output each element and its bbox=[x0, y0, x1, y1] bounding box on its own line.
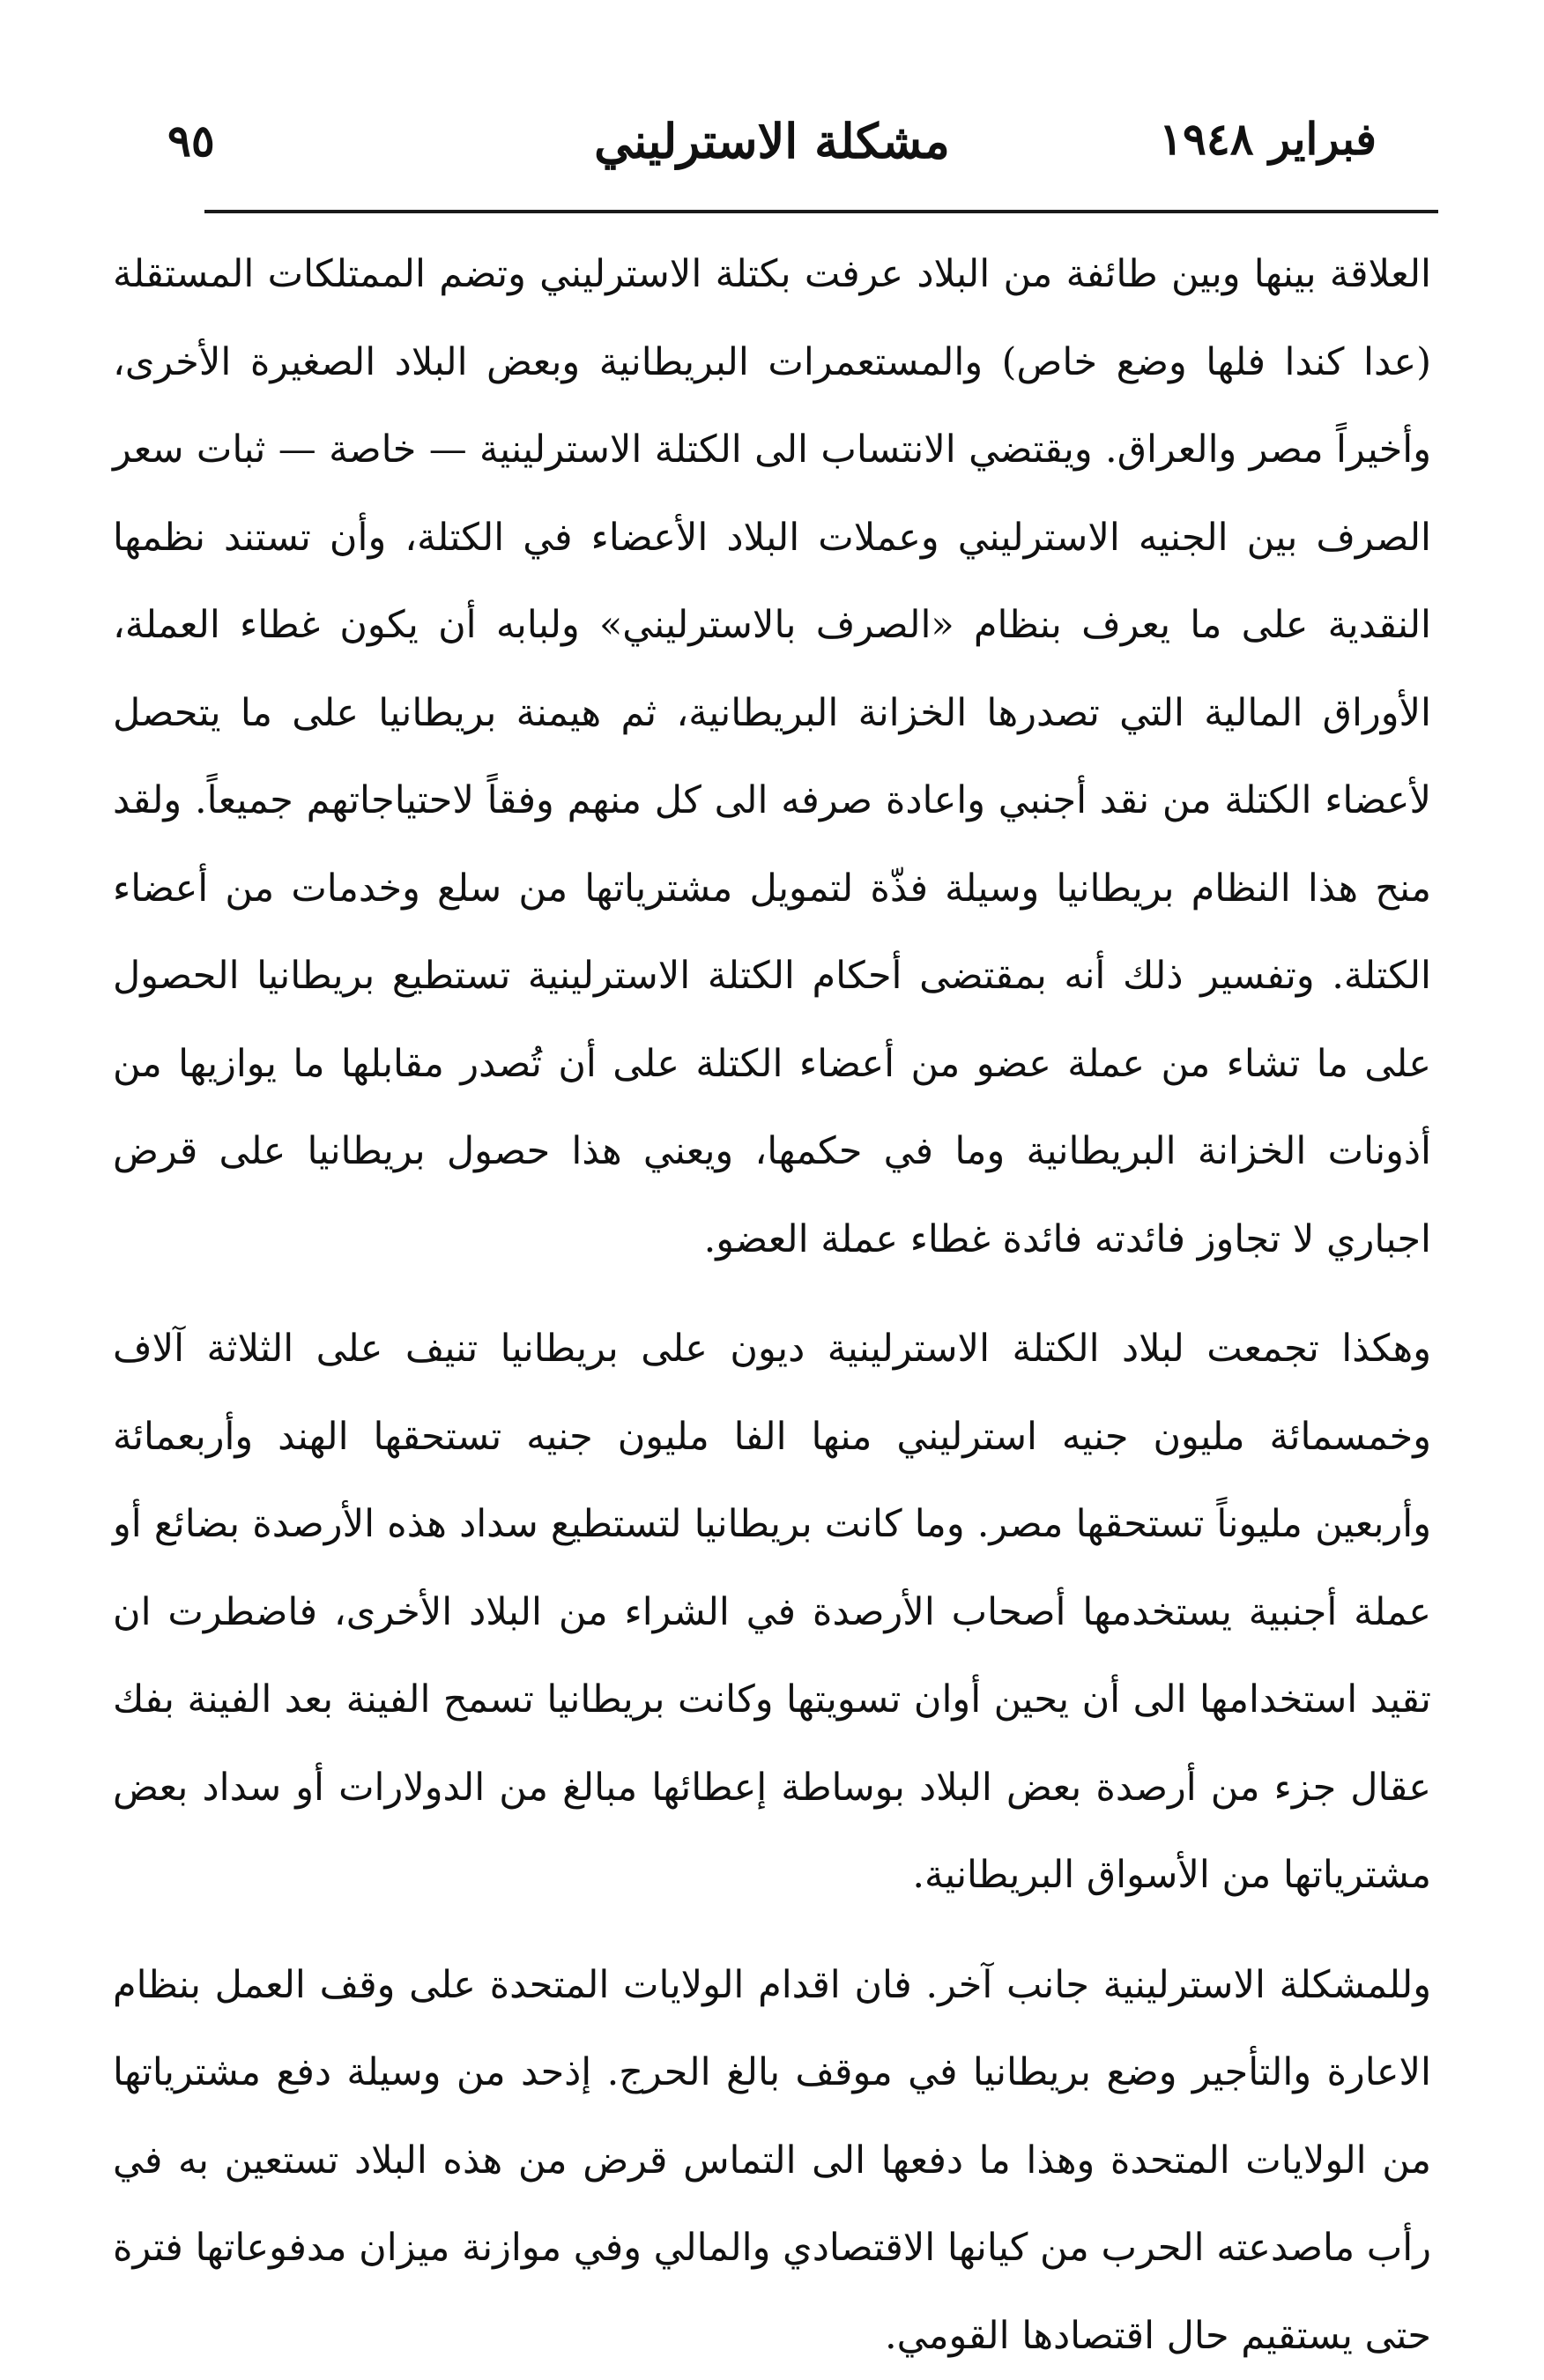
paragraph: وللمشكلة الاسترلينية جانب آخر. فان اقدام الولايات المتحدة على وقف العمل بنظام الاعارة والتأجير وضع بريطانيا في موقف بالغ الحرج. إذحد من وسيلة دفع مشترياتها من الولايات المتحدة وهذا ما دفعها الى التماس قرض من هذه البلاد تستعين به في رأب ماصدعته الحرب من كيانها الاقتصادي والمالي وفي موازنة ميزان مدفوعاتها فترة حتى يستقيم حال اقتصادها القومي. bbox=[113, 1942, 1431, 2380]
header-divider bbox=[204, 210, 1438, 213]
page-number: ٩٥ bbox=[167, 115, 215, 167]
body-text bbox=[113, 231, 1431, 2380]
paragraph: العلاقة بينها وبين طائفة من البلاد عرفت بكتلة الاسترليني وتضم الممتلكات المستقلة (عدا كندا فلها وضع خاص) والمستعمرات البريطانية وبعض البلاد الصغيرة الأخرى، وأخيراً مصر والعراق. ويقتضي الانتساب الى الكتلة الاسترلينية — خاصة — ثبات سعر الصرف بين الجنيه الاسترليني وعملات البلاد الأعضاء في الكتلة، وأن تستند نظمها النقدية على ما يعرف بنظام «الصرف بالاسترليني» ولبابه أن يكون غطاء العملة، الأوراق المالية التي تصدرها الخزانة البريطانية، ثم هيمنة بريطانيا على ما يتحصل لأعضاء الكتلة من نقد أجنبي واعادة صرفه الى كل منهم وفقاً لاحتياجاتهم جميعاً. ولقد منح هذا النظام بريطانيا وسيلة فذّة لتمويل مشترياتها من سلع وخدمات من أعضاء الكتلة. وتفسير ذلك أنه بمقتضى أحكام الكتلة الاسترلينية تستطيع بريطانيا الحصول على ما تشاء من عملة عضو من أعضاء الكتلة على أن تُصدر مقابلها ما يوازيها من أذونات الخزانة البريطانية وما في حكمها، ويعني هذا حصول بريطانيا على قرض اجباري لا تجاوز فائدته فائدة غطاء عملة العضو. bbox=[113, 231, 1431, 1283]
paragraph-spacing bbox=[113, 1920, 1431, 1942]
header-title: مشكلة الاسترليني bbox=[167, 113, 1377, 169]
paragraph: وهكذا تجمعت لبلاد الكتلة الاسترلينية ديون على بريطانيا تنيف على الثلاثة آلاف وخمسمائة مليون جنيه استرليني منها الفا مليون جنيه تستحقها الهند وأربعمائة وأربعين مليوناً تستحقها مصر. وما كانت بريطانيا لتستطيع سداد هذه الأرصدة بضائع أو عملة أجنبية يستخدمها أصحاب الأرصدة في الشراء من البلاد الأخرى، فاضطرت ان تقيد استخدامها الى أن يحين أوان تسويتها وكانت بريطانيا تسمح الفينة بعد الفينة بفك عقال جزء من أرصدة بعض البلاد بوساطة إعطائها مبالغ من الدولارات أو سداد بعض مشترياتها من الأسواق البريطانية. bbox=[113, 1305, 1431, 1920]
header-date: فبراير ١٩٤٨ bbox=[1159, 113, 1377, 165]
running-header bbox=[167, 104, 1377, 183]
paragraph-spacing bbox=[113, 1283, 1431, 1305]
